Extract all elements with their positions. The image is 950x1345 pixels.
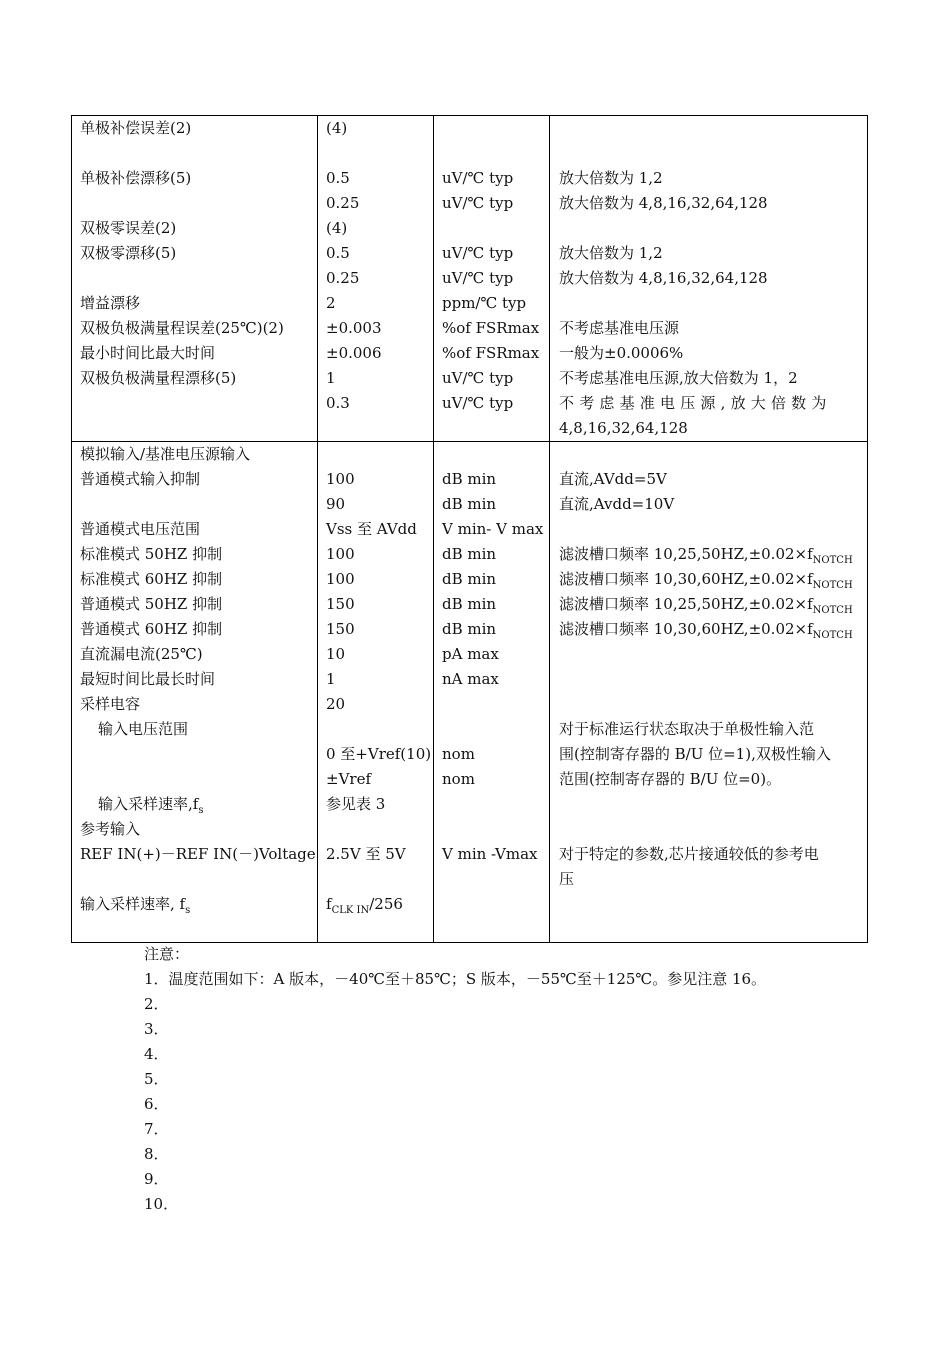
value-text: /256 (369, 895, 403, 913)
unit-line (434, 216, 549, 241)
condition-line: 不考虑基准电压源,放大倍数为 1，2 (559, 369, 798, 387)
condition-line: 放大倍数为 4,8,16,32,64,128 (559, 269, 768, 287)
unit-line (434, 116, 549, 141)
param-line: REF IN(+)－REF IN(－)Voltage (80, 845, 316, 863)
condition-line (550, 517, 867, 542)
value-cell (318, 442, 434, 943)
unit-line: %of FSRmax (442, 344, 540, 362)
unit-line (434, 141, 549, 166)
table-row (72, 116, 868, 442)
param-line: 参考输入 (80, 820, 141, 838)
value-line: 参见表 3 (326, 795, 386, 813)
subscript-notch: NOTCH (812, 555, 853, 566)
note-item: 7． (144, 1120, 169, 1138)
condition-cell (550, 442, 868, 943)
param-line: 双极负极满量程误差(25℃)(2) (80, 319, 284, 337)
param-line (72, 892, 317, 917)
condition-cell (550, 116, 868, 442)
note-item: 4． (144, 1045, 169, 1063)
value-line: 2.5V 至 5V (326, 845, 406, 863)
table-row (72, 442, 868, 943)
unit-cell (434, 116, 550, 442)
unit-line (434, 717, 549, 742)
spacer-line (550, 917, 867, 942)
param-line: 普通模式电压范围 (80, 520, 201, 538)
note-item: 10． (144, 1195, 179, 1213)
value-line: 150 (326, 620, 355, 638)
unit-line (434, 867, 549, 892)
value-line: 1 (326, 369, 336, 387)
condition-line (550, 291, 867, 316)
param-line (72, 492, 317, 517)
param-line (72, 141, 317, 166)
subscript-notch: NOTCH (812, 605, 853, 616)
unit-line: nA max (442, 670, 499, 688)
value-line (318, 892, 433, 917)
fclk-symbol: f (326, 895, 332, 913)
unit-line: %of FSRmax (442, 319, 540, 337)
value-line (318, 416, 433, 441)
unit-line: uV/℃ typ (442, 194, 514, 212)
value-line: (4) (326, 219, 348, 237)
unit-line (434, 442, 549, 467)
unit-line: V min -Vmax (442, 845, 538, 863)
condition-line: 放大倍数为 1,2 (559, 169, 663, 187)
unit-line: uV/℃ typ (442, 369, 514, 387)
param-line (72, 767, 317, 792)
value-line (318, 867, 433, 892)
condition-line (550, 792, 867, 817)
param-cell (72, 116, 318, 442)
condition-line (550, 567, 867, 592)
value-line (318, 717, 433, 742)
value-line: 0.5 (326, 244, 350, 262)
value-line: 0.5 (326, 169, 350, 187)
note-item: 2． (144, 995, 169, 1013)
condition-line: 围(控制寄存器的 B/U 位=1),双极性输入 (559, 745, 831, 763)
value-line: 20 (326, 695, 346, 713)
subscript-s: s (198, 805, 204, 816)
param-line: 模拟输入/基准电压源输入 (80, 445, 251, 463)
unit-line: dB min (442, 620, 497, 638)
condition-line: 范围(控制寄存器的 B/U 位=0)。 (559, 770, 782, 788)
unit-line: nom (442, 770, 475, 788)
unit-line: dB min (442, 470, 497, 488)
param-text: 输入采样速率,f (98, 795, 199, 813)
param-line: 最短时间比最长时间 (80, 670, 216, 688)
condition-line (550, 642, 867, 667)
note-item: 9． (144, 1170, 169, 1188)
condition-line (550, 442, 867, 467)
value-line: ±0.006 (326, 344, 382, 362)
condition-line (550, 667, 867, 692)
spacer-line (434, 917, 549, 942)
note-item: 3． (144, 1020, 169, 1038)
value-line (318, 817, 433, 842)
unit-line (434, 416, 549, 441)
param-line: 最小时间比最大时间 (80, 344, 216, 362)
value-line: 100 (326, 545, 355, 563)
spacer-line (318, 917, 433, 942)
unit-line: pA max (442, 645, 499, 663)
value-line: (4) (326, 119, 348, 137)
value-line: 90 (326, 495, 346, 513)
condition-text: 滤波槽口频率 10,30,60HZ,±0.02×f (559, 570, 813, 588)
param-line: 普通模式 60HZ 抑制 (80, 620, 223, 638)
note-item: 5． (144, 1070, 169, 1088)
condition-text: 滤波槽口频率 10,30,60HZ,±0.02×f (559, 620, 813, 638)
subscript-clk: CLK IN (331, 905, 370, 916)
param-line: 输入电压范围 (98, 720, 189, 738)
notes-heading: 注意： (144, 945, 190, 963)
unit-line: dB min (442, 495, 497, 513)
unit-line: dB min (442, 545, 497, 563)
param-line: 单极补偿误差(2) (80, 119, 192, 137)
value-line: ±Vref (326, 770, 371, 788)
unit-line: uV/℃ typ (442, 269, 514, 287)
note-item: 6． (144, 1095, 169, 1113)
subscript-s: s (185, 905, 191, 916)
unit-line: V min- V max (442, 520, 544, 538)
unit-line: uV/℃ typ (442, 169, 514, 187)
subscript-notch: NOTCH (812, 580, 853, 591)
note-item: 8． (144, 1145, 169, 1163)
param-line (72, 867, 317, 892)
value-line: Vss 至 AVdd (326, 520, 417, 538)
value-line (318, 442, 433, 467)
param-line: 普通模式输入抑制 (80, 470, 201, 488)
condition-line: 对于标准运行状态取决于单极性输入范 (559, 720, 815, 738)
condition-line (550, 542, 867, 567)
unit-line (434, 692, 549, 717)
condition-line: 不考虑基准电压源 (559, 319, 680, 337)
condition-line (550, 817, 867, 842)
unit-line (434, 817, 549, 842)
value-line: 0.25 (326, 269, 360, 287)
value-cell (318, 116, 434, 442)
condition-line: 4,8,16,32,64,128 (559, 419, 688, 437)
unit-line (434, 892, 549, 917)
value-line: 100 (326, 570, 355, 588)
unit-line (434, 792, 549, 817)
param-line (72, 742, 317, 767)
condition-text: 滤波槽口频率 10,25,50HZ,±0.02×f (559, 545, 813, 563)
value-line: ±0.003 (326, 319, 382, 337)
spacer-line (72, 917, 317, 942)
condition-line (550, 216, 867, 241)
param-line (72, 266, 317, 291)
param-line (72, 416, 317, 441)
value-line: 150 (326, 595, 355, 613)
param-line: 标准模式 60HZ 抑制 (80, 570, 223, 588)
value-line: 10 (326, 645, 346, 663)
unit-cell (434, 442, 550, 943)
condition-line (550, 617, 867, 642)
condition-line (550, 141, 867, 166)
condition-line: 放大倍数为 1,2 (559, 244, 663, 262)
condition-line: 不考虑基准电压源,放大倍数为 (559, 394, 832, 412)
condition-line: 直流,AVdd=5V (559, 470, 667, 488)
value-line: 0 至+Vref(10) (326, 745, 432, 763)
unit-line: dB min (442, 595, 497, 613)
param-line: 采样电容 (80, 695, 141, 713)
param-line: 直流漏电流(25℃) (80, 645, 203, 663)
unit-line: nom (442, 745, 475, 763)
notes-section (144, 942, 766, 1217)
value-line (318, 141, 433, 166)
condition-line (550, 592, 867, 617)
note-item: 1．温度范围如下：A 版本，－40℃至＋85℃；S 版本，－55℃至＋125℃。参见注意 16。 (144, 970, 767, 988)
param-line: 双极零漂移(5) (80, 244, 177, 262)
unit-line: dB min (442, 570, 497, 588)
param-text: 输入采样速率, f (80, 895, 186, 913)
param-line: 普通模式 50HZ 抑制 (80, 595, 223, 613)
condition-line (550, 692, 867, 717)
param-line: 双极负极满量程漂移(5) (80, 369, 237, 387)
value-line: 100 (326, 470, 355, 488)
condition-line (550, 892, 867, 917)
unit-line: uV/℃ typ (442, 244, 514, 262)
param-line (72, 191, 317, 216)
value-line: 1 (326, 670, 336, 688)
param-line (72, 792, 317, 817)
spec-table (71, 115, 868, 943)
condition-line (550, 116, 867, 141)
condition-line: 直流,Avdd=10V (559, 495, 675, 513)
value-line: 0.25 (326, 194, 360, 212)
value-line: 0.3 (326, 394, 350, 412)
condition-line: 放大倍数为 4,8,16,32,64,128 (559, 194, 768, 212)
param-line (72, 391, 317, 416)
param-line: 标准模式 50HZ 抑制 (80, 545, 223, 563)
value-line: 2 (326, 294, 336, 312)
condition-line: 一般为±0.0006% (559, 344, 684, 362)
condition-line: 压 (559, 870, 575, 888)
subscript-notch: NOTCH (812, 630, 853, 641)
param-line: 单极补偿漂移(5) (80, 169, 192, 187)
unit-line: uV/℃ typ (442, 394, 514, 412)
condition-line: 对于特定的参数,芯片接通较低的参考电 (559, 845, 819, 863)
param-line: 双极零误差(2) (80, 219, 177, 237)
unit-line: ppm/℃ typ (442, 294, 527, 312)
condition-text: 滤波槽口频率 10,25,50HZ,±0.02×f (559, 595, 813, 613)
param-cell (72, 442, 318, 943)
param-line: 增益漂移 (80, 294, 141, 312)
